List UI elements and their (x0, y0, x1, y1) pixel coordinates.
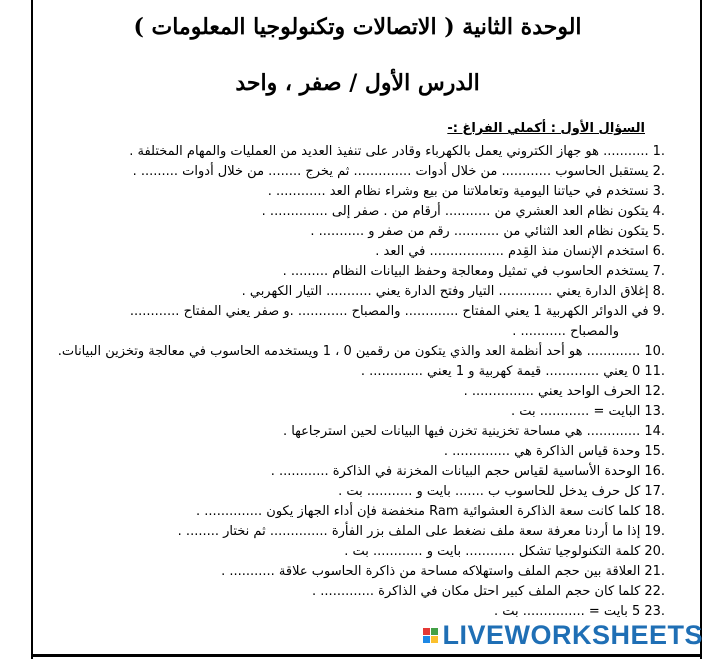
question-row (25, 402, 665, 422)
question-number: 23. (644, 604, 665, 619)
question-text: كلمة التكنولوجيا تشكل ............ بايت و ............ بت . (344, 544, 641, 559)
question-text: كلما كان حجم الملف كبير احتل مكان في الذاكرة ............. . (312, 584, 641, 599)
question-row (25, 162, 665, 182)
question-text: نستخدم في حياتنا اليومية وتعاملاتنا من بيع وشراء نظام العد ............ . (267, 184, 649, 199)
question-row (25, 142, 665, 162)
question-row (25, 182, 665, 202)
bottom-rule (31, 654, 702, 657)
question-number: 20. (644, 544, 665, 559)
logo-tile (423, 636, 430, 643)
question-row (25, 362, 665, 382)
question-text: استخدم الإنسان منذ القِدم .................. في العد . (375, 244, 649, 259)
question-text: في الدوائر الكهربية 1 يعني المفتاح ............. والمصباح ............ .و صفر يعني المفتاح ............ (129, 304, 649, 319)
question-row (25, 302, 665, 322)
question-number: 21. (644, 564, 665, 579)
question-text: يتكون نظام العد الثنائي من ........... رقم من صفر و ........... . (310, 224, 649, 239)
question-text: 5 بايت = ............... بت . (494, 604, 641, 619)
question-row-continuation (25, 322, 665, 342)
question-number: 14. (644, 424, 665, 439)
question-row (25, 562, 665, 582)
question-row (25, 462, 665, 482)
question-number: 18. (644, 504, 665, 519)
question-row (25, 342, 665, 362)
question-number: 6. (652, 244, 665, 259)
question-number: 8. (652, 284, 665, 299)
logo-tile (431, 636, 438, 643)
question-number: 4. (652, 204, 665, 219)
question-number: 19. (644, 524, 665, 539)
question-text: ........... هو جهاز الكتروني يعمل بالكهرباء وقادر على تنفيذ العديد من العمليات والمهام المختلفة . (129, 144, 649, 159)
question-text: والمصباح ........... . (512, 324, 619, 339)
question-text: يستقبل الحاسوب ............ من خلال أدوات .............. ثم يخرج ........ من خلال أدوات ......... . (132, 164, 649, 179)
question-row (25, 522, 665, 542)
question-number: 12. (644, 384, 665, 399)
question-text: يتكون نظام العد العشري من ........... أرقام من . صفر إلى .............. . (261, 204, 649, 219)
logo-tile (423, 628, 430, 635)
unit-title: الوحدة الثانية ( الاتصالات وتكنولوجيا المعلومات ) (133, 14, 582, 40)
question-number: 7. (652, 264, 665, 279)
question-row (25, 382, 665, 402)
question-number: 15. (644, 444, 665, 459)
question-row (25, 482, 665, 502)
question-row (25, 582, 665, 602)
question-number: 16. (644, 464, 665, 479)
question-text: إذا ما أردنا معرفة سعة ملف نضغط على الملف بزر الفأرة .............. ثم نختار ........ . (177, 524, 641, 539)
question-text: 0 يعني ............. قيمة كهربية و 1 يعني ............. . (360, 364, 641, 379)
question-text: كلما كانت سعة الذاكرة العشوائية Ram منخفضة فإن أداء الجهاز يكون .............. . (196, 504, 641, 519)
question-text: كل حرف يدخل للحاسوب ب ....... بايت و ........... بت . (338, 484, 641, 499)
question-row (25, 222, 665, 242)
question-number: 13. (644, 404, 665, 419)
question-text: الوحدة الأساسية لقياس حجم البيانات المخزنة في الذاكرة ............ . (270, 464, 641, 479)
question-number: 3. (652, 184, 665, 199)
question-heading: السؤال الأول : أكملي الفراغ :- (447, 121, 645, 136)
question-text: العلاقة بين حجم الملف واستهلاكه مساحة من ذاكرة الحاسوب علاقة ........... . (221, 564, 641, 579)
question-number: 2. (652, 164, 665, 179)
question-row (25, 262, 665, 282)
question-number: 10. (644, 344, 665, 359)
question-number: 1. (652, 144, 665, 159)
question-number: 17. (644, 484, 665, 499)
question-row (25, 602, 665, 622)
question-row (25, 422, 665, 442)
liveworksheets-logo (423, 620, 703, 651)
logo-text: LIVEWORKSHEETS (442, 620, 703, 650)
question-text: ............. هي مساحة تخزينية تخزن فيها البيانات لحين استرجاعها . (282, 424, 641, 439)
lesson-title: الدرس الأول / صفر ، واحد (235, 70, 480, 96)
logo-tile (431, 628, 438, 635)
question-text: يستخدم الحاسوب في تمثيل ومعالجة وحفظ البيانات النظام ......... . (282, 264, 649, 279)
question-text: ............. هو أحد أنظمة العد والذي يتكون من رقمين 0 ، 1 ويستخدمه الحاسوب في معالجة وتخزين البيانات. (57, 344, 641, 359)
question-text: وحدة قياس الذاكرة هي .............. . (443, 444, 641, 459)
question-list (25, 142, 665, 622)
question-text: الحرف الواحد يعني ............... . (463, 384, 641, 399)
question-text: البايت = ............ بت . (510, 404, 641, 419)
question-number: 9. (652, 304, 665, 319)
question-row (25, 502, 665, 522)
question-row (25, 242, 665, 262)
question-row (25, 542, 665, 562)
question-number: 5. (652, 224, 665, 239)
question-row (25, 282, 665, 302)
question-number: 11. (644, 364, 665, 379)
question-text: إغلاق الدارة يعني ............. التيار وفتح الدارة يعني ........... التيار الكهربي . (241, 284, 649, 299)
logo-tiles-icon (423, 628, 438, 643)
question-row (25, 202, 665, 222)
question-row (25, 442, 665, 462)
question-number: 22. (644, 584, 665, 599)
